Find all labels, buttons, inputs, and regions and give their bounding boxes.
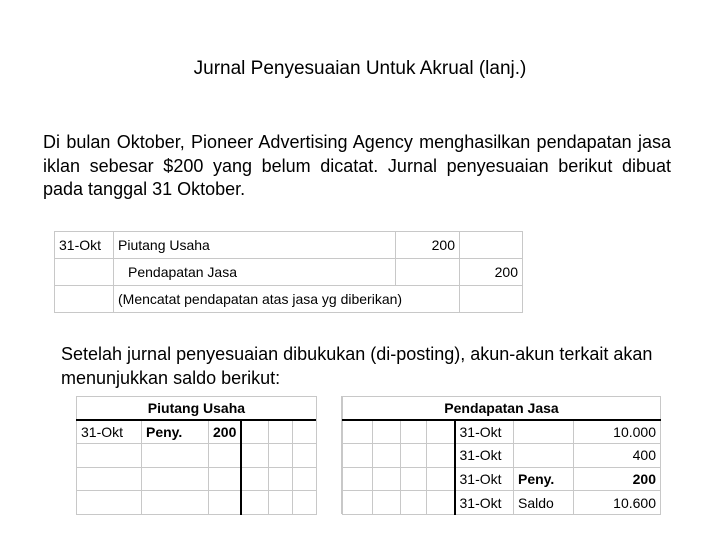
journal-credit: 200 bbox=[460, 259, 523, 286]
ledger-cell bbox=[241, 444, 268, 468]
table-row bbox=[77, 444, 317, 468]
intro-paragraph: Di bulan Oktober, Pioneer Advertising Agency menghasilkan pendapatan jasa iklan sebesar $200 yang belum dicatat. Jurnal penyesuaian berikut dibuat pada tanggal 31 Oktober. bbox=[43, 132, 671, 199]
ledger-cell bbox=[373, 491, 401, 515]
ledger-cell bbox=[77, 467, 142, 491]
table-row bbox=[55, 286, 523, 313]
ledger-cell bbox=[241, 420, 268, 444]
journal-credit bbox=[460, 232, 523, 259]
ledger-title: Pendapatan Jasa bbox=[343, 397, 661, 421]
ledger-cell bbox=[77, 444, 142, 468]
ledger-cell bbox=[241, 467, 268, 491]
ledger-date: 31-Okt bbox=[455, 467, 514, 491]
journal-date: 31-Okt bbox=[55, 232, 114, 259]
table-row bbox=[55, 259, 523, 286]
ledger-desc bbox=[514, 444, 574, 468]
ledger-cell bbox=[343, 467, 373, 491]
after-posting-paragraph: Setelah jurnal penyesuaian dibukukan (di-posting), akun-akun terkait akan menunjukkan saldo berikut: bbox=[61, 344, 653, 388]
ledger-cell bbox=[268, 444, 292, 468]
ledger-gap-column bbox=[316, 396, 342, 514]
journal-date bbox=[55, 286, 114, 313]
ledger-cell bbox=[401, 420, 427, 444]
ledger-date: 31-Okt bbox=[455, 444, 514, 468]
ledger-cell bbox=[209, 467, 242, 491]
ledger-desc bbox=[514, 420, 574, 444]
journal-memo: (Mencatat pendapatan atas jasa yg diberikan) bbox=[114, 286, 460, 313]
journal-account: Piutang Usaha bbox=[114, 232, 396, 259]
ledger-cell bbox=[209, 491, 242, 515]
page-title: Jurnal Penyesuaian Untuk Akrual (lanj.) bbox=[193, 58, 527, 79]
ledger-desc: Saldo bbox=[514, 491, 574, 515]
table-row bbox=[55, 232, 523, 259]
ledger-desc: Peny. bbox=[142, 420, 209, 444]
ledger-header-row bbox=[343, 397, 661, 421]
ledger-cell bbox=[209, 444, 242, 468]
ledger-cell bbox=[401, 467, 427, 491]
journal-debit bbox=[396, 259, 460, 286]
ledger-header-row bbox=[77, 397, 317, 421]
ledger-amount: 10.000 bbox=[574, 420, 661, 444]
ledger-cell bbox=[241, 491, 268, 515]
ledger-cell bbox=[142, 444, 209, 468]
table-row bbox=[77, 420, 317, 444]
ledger-desc: Peny. bbox=[514, 467, 574, 491]
ledger-cell bbox=[268, 420, 292, 444]
ledger-amount: 400 bbox=[574, 444, 661, 468]
journal-account: Pendapatan Jasa bbox=[114, 259, 396, 286]
ledger-cell bbox=[292, 444, 316, 468]
ledger-date: 31-Okt bbox=[455, 420, 514, 444]
ledger-cell bbox=[373, 467, 401, 491]
ledger-date: 31-Okt bbox=[77, 420, 142, 444]
ledger-cell bbox=[343, 420, 373, 444]
ledger-piutang-usaha bbox=[76, 396, 317, 515]
ledger-amount: 10.600 bbox=[574, 491, 661, 515]
ledger-cell bbox=[373, 444, 401, 468]
ledger-cell bbox=[142, 467, 209, 491]
ledger-pendapatan-jasa bbox=[342, 396, 661, 515]
journal-entry-table bbox=[54, 231, 523, 313]
ledger-amount: 200 bbox=[209, 420, 242, 444]
ledger-cell bbox=[268, 491, 292, 515]
ledger-cell bbox=[427, 491, 455, 515]
ledger-cell bbox=[292, 491, 316, 515]
ledger-cell bbox=[427, 467, 455, 491]
journal-debit: 200 bbox=[396, 232, 460, 259]
ledger-cell bbox=[292, 420, 316, 444]
ledger-cell bbox=[427, 420, 455, 444]
journal-credit bbox=[460, 286, 523, 313]
ledger-cell bbox=[401, 444, 427, 468]
ledger-cell bbox=[268, 467, 292, 491]
table-row bbox=[343, 444, 661, 468]
ledger-date: 31-Okt bbox=[455, 491, 514, 515]
ledger-cell bbox=[373, 420, 401, 444]
journal-date bbox=[55, 259, 114, 286]
ledger-cell bbox=[343, 491, 373, 515]
ledger-cell bbox=[77, 491, 142, 515]
table-row bbox=[77, 491, 317, 515]
ledger-amount: 200 bbox=[574, 467, 661, 491]
table-row bbox=[77, 467, 317, 491]
ledger-cell bbox=[142, 491, 209, 515]
ledger-cell bbox=[343, 444, 373, 468]
ledger-cell bbox=[292, 467, 316, 491]
ledger-cell bbox=[427, 444, 455, 468]
table-row bbox=[343, 420, 661, 444]
table-row bbox=[343, 467, 661, 491]
ledger-title: Piutang Usaha bbox=[77, 397, 317, 421]
table-row bbox=[343, 491, 661, 515]
ledger-cell bbox=[401, 491, 427, 515]
